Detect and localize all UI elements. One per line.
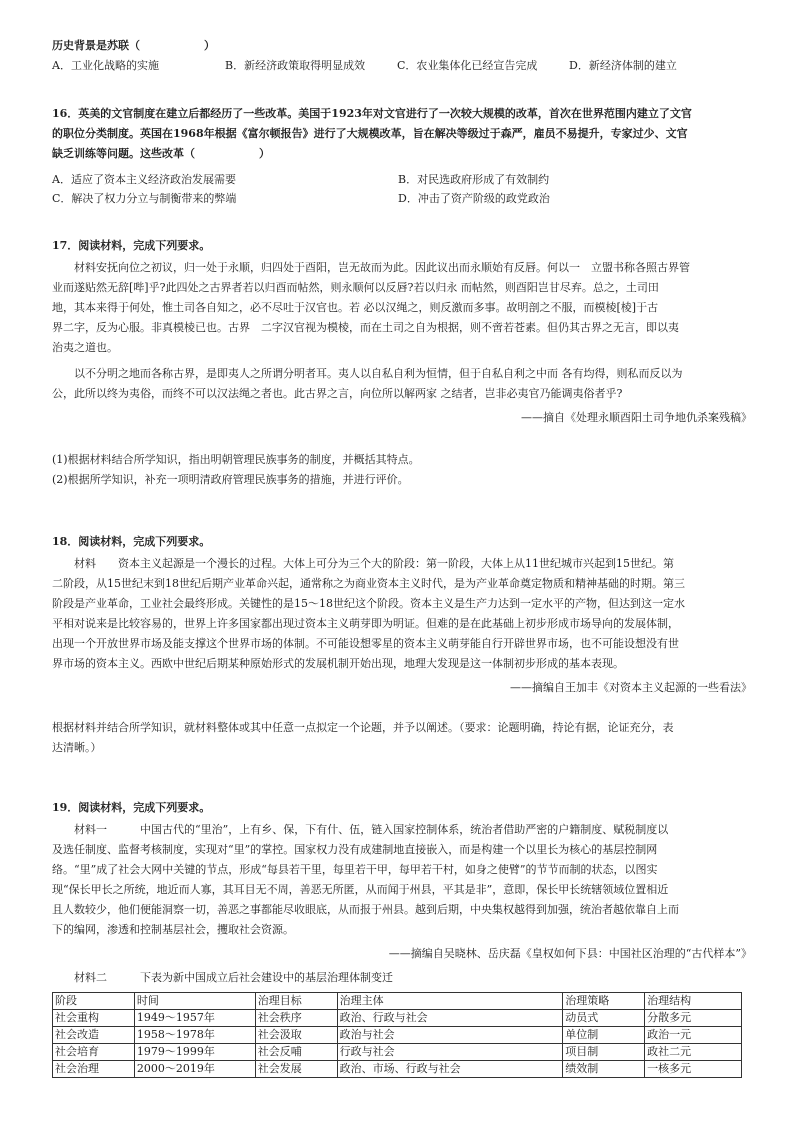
q17-source: ——摘自《处理永顺酉阳土司争地仇杀案残稿》 (521, 411, 752, 424)
q18-para-line: 材料 资本主义起源是一个漫长的过程。大体上可分为三个大的阶段：第一阶段，大体上从11世纪城市兴起到15世纪。第 (74, 557, 674, 570)
q15-stem (52, 36, 752, 56)
q16-stem-line: 16．英美的文官制度在建立后都经历了一些改革。美国于1923年对文官进行了一次较大规模的改革，首次在世界范围内建立了文官 (52, 107, 692, 120)
table-header-cell: 治理主体 (337, 993, 563, 1010)
q17-para-line: 公，此所以终为夷俗，而终不可以汉法绳之者也。此古界之言，向位所以解两家 之结者，岂非必夷官乃能调夷俗者乎? (52, 387, 623, 400)
table-cell: 政治、市场、行政与社会 (337, 1061, 563, 1078)
table-row (53, 1027, 742, 1044)
q17-title: 17．阅读材料，完成下列要求。 (52, 239, 211, 252)
q15-stem-text: 历史背景是苏联（ (52, 39, 140, 52)
table-row (53, 1044, 742, 1061)
q19-para-line: 下的编网，渗透和控制基层社会，攫取社会资源。 (52, 923, 294, 936)
table-cell: 1979～1999年 (134, 1044, 255, 1061)
q16-option-d[interactable]: D．冲击了资产阶级的政党政治 (398, 192, 550, 205)
q19-para-line: 材料一 中国古代的“里治”，上有乡、保，下有什、伍，链入国家控制体系，统治者借助严密的户籍制度、赋税制度以 (74, 823, 669, 836)
q18-para-line: 界市场的资本主义。西欧中世纪后期某种原始形式的发展机制开始出现，地理大发现是这一体制初步形成的基本表现。 (52, 657, 624, 670)
q17-para-line: 材料安抚向位之初议，归一处于永顺，归四处于酉阳，岂无故而为此。因此议出而永顺始有反唇。何以一 立盟书称各照古界管 (74, 261, 690, 274)
q17-para-line: 治夷之道也。 (52, 341, 118, 354)
q16-option-c[interactable]: C．解决了权力分立与制衡带来的弊端 (52, 192, 237, 205)
table-cell: 社会改造 (53, 1027, 135, 1044)
q17-para-line: 界二字，反为心服。非真模棱已也。古界 二字汉官视为模棱，而在土司之自为根据，则不啻若苍素。但仍其古界之无言，即以夷 (52, 321, 679, 334)
q15-options (52, 56, 752, 76)
q19-para-line: 络。“里”成了社会大网中关键的节点，形成“每县若干里，每里若干甲，每甲若干村，如身之使臂”的节节而制的状态，以图实 (52, 863, 658, 876)
q15-option-b[interactable]: B．新经济政策取得明显成效 (225, 59, 366, 72)
q19-source: ——摘编自吴晓林、岳庆磊《皇权如何下县：中国社区治理的“古代样本”》 (388, 947, 752, 960)
table-header-row (53, 993, 742, 1010)
q17-para-line: 业而遂贴然无辞[哔]乎?此四处之古界者若以归酉而帖然，则永顺何以反唇?若以归永 而帖然，则酉阳岂甘尽弃。总之，土司田 (52, 281, 659, 294)
table-cell: 1958～1978年 (134, 1027, 255, 1044)
q15-option-a[interactable]: A．工业化战略的实施 (52, 59, 159, 72)
table-header-cell: 阶段 (53, 993, 135, 1010)
q19-para-line: 且人数较少，他们便能洞察一切，善恶之事都能尽收眼底，从而报于州县。越到后期，中央集权越得到加强，统治者越依靠自上而 (52, 903, 679, 916)
table-cell: 政治、行政与社会 (337, 1010, 563, 1027)
table-cell: 社会汲取 (255, 1027, 337, 1044)
q15-option-c[interactable]: C．农业集体化已经宣告完成 (397, 59, 538, 72)
table-cell: 社会反哺 (255, 1044, 337, 1061)
table-cell: 社会发展 (255, 1061, 337, 1078)
q16-options (52, 170, 752, 208)
table-cell: 分散多元 (645, 1010, 742, 1027)
table-cell: 行政与社会 (337, 1044, 563, 1061)
q16-option-b[interactable]: B．对民选政府形成了有效制约 (398, 173, 550, 186)
governance-table (52, 992, 742, 1078)
q17-questions (52, 450, 752, 490)
table-cell: 政治一元 (645, 1027, 742, 1044)
q17-para-line: 以不分明之地而各称古界，是即夷人之所谓分明者耳。夷人以自私自利为恒情，但于自私自利之中而 各有均得，则私而反以为 (74, 367, 683, 380)
q16-stem (52, 104, 752, 164)
table-cell: 政治与社会 (337, 1027, 563, 1044)
table-cell: 社会治理 (53, 1061, 135, 1078)
table-cell: 单位制 (563, 1027, 645, 1044)
q19-material2: 材料二 下表为新中国成立后社会建设中的基层治理体制变迁 (74, 971, 393, 984)
q18-para-line: 阶段是产业革命，工业社会最终形成。关键性的是15～18世纪这个阶段。资本主义是生产力达到一定水平的产物，但达到这一定水 (52, 597, 685, 610)
table-header-cell: 治理结构 (645, 993, 742, 1010)
q15-option-d[interactable]: D．新经济体制的建立 (569, 59, 677, 72)
table-row (53, 1010, 742, 1027)
q16-option-a[interactable]: A．适应了资本主义经济政治发展需要 (52, 173, 236, 186)
q18-title: 18．阅读材料，完成下列要求。 (52, 535, 211, 548)
table-cell: 一核多元 (645, 1061, 742, 1078)
q18-task-line: 达清晰。） (52, 741, 102, 754)
table-cell: 社会培育 (53, 1044, 135, 1061)
q18-task (52, 718, 752, 758)
q18-para-line: 出现一个开放世界市场及能支撑这个世界市场的体制。不可能设想零星的资本主义萌芽能自行开辟世界市场，也不可能设想没有世 (52, 637, 679, 650)
q17-para-line: 地，其本来得于何处，惟土司各自知之，必不尽吐于汉官也。若 必以汉绳之，则反激而多事。故明剖之不服，而模棱[棱]于古 (52, 301, 659, 314)
q18-para-line: 平相对说来是比较容易的，世界上许多国家都出现过资本主义萌芽即为明证。但难的是在此基础上初步形成市场导向的发展体制， (52, 617, 679, 630)
q17-material (52, 258, 752, 404)
exam-page (52, 38, 752, 1078)
q17-question-1: (1)根据材料结合所学知识，指出明朝管理民族事务的制度，并概括其特点。 (52, 453, 420, 466)
table-cell: 2000～2019年 (134, 1061, 255, 1078)
table-cell: 绩效制 (563, 1061, 645, 1078)
table-row (53, 1061, 742, 1078)
table-header-cell: 时间 (134, 993, 255, 1010)
q19-para-line: 及选任制度、监督考核制度，实现对“里”的掌控。国家权力没有成建制地直接嵌入，而是构建一个以里长为核心的基层控制网 (52, 843, 658, 856)
table-cell: 1949～1957年 (134, 1010, 255, 1027)
q18-para-line: 二阶段，从15世纪末到18世纪后期产业革命兴起，通常称之为商业资本主义时代，是为产业革命奠定物质和精神基础的时期。第三 (52, 577, 685, 590)
q18-material (52, 554, 752, 674)
q19-title: 19．阅读材料，完成下列要求。 (52, 801, 211, 814)
q19-para-line: 现“保长甲长之所统，地近而人寡，其耳目无不周，善恶无所匿，从而闻于州县，平其是非”，意即，保长甲长统辖领域位置相近 (52, 883, 669, 896)
q15-stem-close: ） (204, 39, 215, 52)
q18-task-line: 根据材料并结合所学知识，就材料整体或其中任意一点拟定一个论题，并予以阐述。（要求：论题明确，持论有据，论证充分，表 (52, 721, 674, 734)
q16-stem-line: 的职位分类制度。英国在1968年根据《富尔顿报告》进行了大规模改革，旨在解决等级过于森严，雇员不易提升，专家过少、文官 (52, 127, 688, 140)
table-header-cell: 治理策略 (563, 993, 645, 1010)
table-cell: 动员式 (563, 1010, 645, 1027)
table-cell: 政社二元 (645, 1044, 742, 1061)
table-cell: 项目制 (563, 1044, 645, 1061)
q18-source: ——摘编自王加丰《对资本主义起源的一些看法》 (510, 681, 752, 694)
table-cell: 社会秩序 (255, 1010, 337, 1027)
q19-material (52, 820, 752, 940)
table-header-cell: 治理目标 (255, 993, 337, 1010)
q17-question-2: (2)根据所学知识，补充一项明清政府管理民族事务的措施，并进行评价。 (52, 473, 409, 486)
table-cell: 社会重构 (53, 1010, 135, 1027)
q16-stem-line: 缺乏训练等问题。这些改革（ ） (52, 147, 270, 160)
